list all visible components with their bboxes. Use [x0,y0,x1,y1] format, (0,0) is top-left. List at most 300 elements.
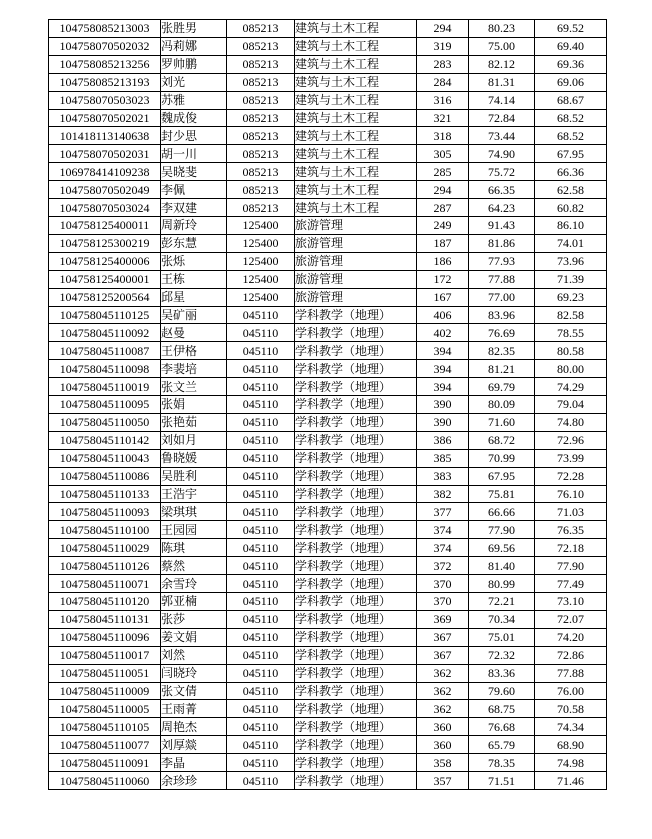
cell-name: 梁琪琪 [161,503,227,521]
cell-score3: 71.39 [535,270,607,288]
cell-score1: 285 [417,163,469,181]
table-row [49,413,607,431]
cell-score1: 249 [417,216,469,234]
cell-score2: 77.93 [469,252,535,270]
table-row [49,628,607,646]
cell-score1: 390 [417,413,469,431]
cell-score2: 79.60 [469,682,535,700]
cell-name: 王雨菁 [161,700,227,718]
cell-candidate-id: 104758045110120 [49,593,161,611]
cell-candidate-id: 104758045110105 [49,718,161,736]
cell-score2: 68.75 [469,700,535,718]
cell-score3: 71.03 [535,503,607,521]
cell-score2: 72.21 [469,593,535,611]
cell-score1: 370 [417,575,469,593]
cell-score1: 360 [417,736,469,754]
cell-major-name: 建筑与土木工程 [295,145,417,163]
cell-name: 王伊格 [161,342,227,360]
cell-candidate-id: 104758045110087 [49,342,161,360]
cell-score1: 362 [417,700,469,718]
cell-name: 周新玲 [161,216,227,234]
cell-major-code: 045110 [227,467,295,485]
cell-score1: 321 [417,109,469,127]
cell-score1: 377 [417,503,469,521]
cell-major-name: 学科教学（地理） [295,682,417,700]
cell-score3: 82.58 [535,306,607,324]
cell-major-code: 045110 [227,772,295,790]
cell-score1: 187 [417,234,469,252]
cell-score1: 394 [417,342,469,360]
table-row [49,718,607,736]
table-row [49,306,607,324]
cell-score3: 69.06 [535,73,607,91]
cell-major-code: 045110 [227,413,295,431]
cell-score1: 318 [417,127,469,145]
cell-candidate-id: 104758045110009 [49,682,161,700]
cell-major-name: 建筑与土木工程 [295,109,417,127]
cell-score1: 294 [417,20,469,38]
cell-score1: 362 [417,682,469,700]
cell-score1: 283 [417,55,469,73]
cell-score3: 74.20 [535,628,607,646]
cell-major-name: 学科教学（地理） [295,700,417,718]
cell-score1: 370 [417,593,469,611]
table-row [49,127,607,145]
cell-name: 姜文娟 [161,628,227,646]
cell-score3: 73.10 [535,593,607,611]
cell-score2: 71.60 [469,413,535,431]
cell-score2: 66.35 [469,181,535,199]
cell-score2: 73.44 [469,127,535,145]
cell-score3: 68.52 [535,109,607,127]
cell-score2: 81.40 [469,557,535,575]
cell-score3: 77.90 [535,557,607,575]
cell-score2: 70.34 [469,610,535,628]
cell-score2: 69.79 [469,378,535,396]
table-row [49,754,607,772]
cell-name: 张文兰 [161,378,227,396]
cell-score2: 76.68 [469,718,535,736]
cell-major-code: 085213 [227,55,295,73]
cell-major-name: 学科教学（地理） [295,610,417,628]
cell-score2: 75.72 [469,163,535,181]
cell-candidate-id: 104758045110077 [49,736,161,754]
cell-candidate-id: 104758045110096 [49,628,161,646]
cell-major-name: 学科教学（地理） [295,503,417,521]
cell-score1: 284 [417,73,469,91]
table-row [49,646,607,664]
table-row [49,431,607,449]
cell-candidate-id: 104758085213256 [49,55,161,73]
cell-candidate-id: 104758045110071 [49,575,161,593]
cell-score3: 74.98 [535,754,607,772]
cell-major-code: 045110 [227,575,295,593]
cell-major-name: 学科教学（地理） [295,485,417,503]
cell-score2: 83.96 [469,306,535,324]
cell-score3: 70.58 [535,700,607,718]
cell-major-code: 045110 [227,718,295,736]
cell-name: 鲁晓媛 [161,449,227,467]
cell-major-code: 125400 [227,270,295,288]
table-row [49,20,607,38]
cell-score1: 406 [417,306,469,324]
cell-major-code: 045110 [227,593,295,611]
cell-major-name: 建筑与土木工程 [295,163,417,181]
cell-score1: 357 [417,772,469,790]
cell-name: 吴胜利 [161,467,227,485]
cell-name: 刘光 [161,73,227,91]
cell-score3: 72.86 [535,646,607,664]
cell-score3: 68.67 [535,91,607,109]
cell-score2: 80.23 [469,20,535,38]
cell-score2: 91.43 [469,216,535,234]
cell-score3: 72.07 [535,610,607,628]
cell-score3: 74.01 [535,234,607,252]
table-row [49,449,607,467]
cell-score3: 74.34 [535,718,607,736]
cell-major-name: 学科教学（地理） [295,521,417,539]
table-row [49,55,607,73]
table-row [49,682,607,700]
cell-score1: 287 [417,199,469,217]
cell-score3: 69.52 [535,20,607,38]
cell-major-code: 085213 [227,163,295,181]
cell-score2: 81.31 [469,73,535,91]
table-row [49,145,607,163]
cell-major-code: 085213 [227,20,295,38]
cell-score1: 319 [417,37,469,55]
cell-name: 彭东慧 [161,234,227,252]
cell-major-code: 125400 [227,252,295,270]
cell-major-name: 建筑与土木工程 [295,127,417,145]
cell-name: 吴晓斐 [161,163,227,181]
table-row [49,163,607,181]
cell-major-code: 045110 [227,342,295,360]
cell-major-name: 学科教学（地理） [295,575,417,593]
table-row [49,37,607,55]
cell-candidate-id: 104758045110100 [49,521,161,539]
table-row [49,485,607,503]
cell-candidate-id: 104758045110093 [49,503,161,521]
cell-score3: 69.36 [535,55,607,73]
cell-score3: 79.04 [535,396,607,414]
cell-score3: 76.10 [535,485,607,503]
table-row [49,234,607,252]
cell-score3: 71.46 [535,772,607,790]
cell-name: 蔡然 [161,557,227,575]
table-row [49,521,607,539]
cell-candidate-id: 101418113140638 [49,127,161,145]
cell-score3: 77.88 [535,664,607,682]
cell-major-name: 旅游管理 [295,252,417,270]
table-row [49,378,607,396]
cell-candidate-id: 104758045110133 [49,485,161,503]
cell-major-name: 学科教学（地理） [295,754,417,772]
cell-major-code: 045110 [227,324,295,342]
score-table [48,19,607,790]
cell-major-name: 旅游管理 [295,234,417,252]
score-table-sheet [48,19,606,790]
cell-score3: 60.82 [535,199,607,217]
cell-major-name: 学科教学（地理） [295,718,417,736]
cell-major-name: 学科教学（地理） [295,664,417,682]
cell-name: 刘如月 [161,431,227,449]
cell-name: 苏雅 [161,91,227,109]
cell-score1: 394 [417,360,469,378]
cell-candidate-id: 104758070503023 [49,91,161,109]
cell-name: 罗帅鹏 [161,55,227,73]
cell-name: 张艳茹 [161,413,227,431]
table-row [49,772,607,790]
cell-candidate-id: 104758085213003 [49,20,161,38]
table-row [49,539,607,557]
cell-score1: 372 [417,557,469,575]
cell-score3: 73.99 [535,449,607,467]
cell-score2: 77.00 [469,288,535,306]
table-row [49,270,607,288]
cell-major-name: 学科教学（地理） [295,628,417,646]
cell-name: 陈琪 [161,539,227,557]
cell-score2: 72.32 [469,646,535,664]
cell-candidate-id: 104758045110091 [49,754,161,772]
table-row [49,557,607,575]
cell-major-code: 125400 [227,216,295,234]
cell-score2: 67.95 [469,467,535,485]
cell-candidate-id: 104758045110050 [49,413,161,431]
cell-major-code: 085213 [227,199,295,217]
table-row [49,396,607,414]
cell-major-name: 建筑与土木工程 [295,55,417,73]
cell-name: 王浩宇 [161,485,227,503]
cell-major-name: 建筑与土木工程 [295,73,417,91]
cell-major-name: 学科教学（地理） [295,413,417,431]
cell-score2: 77.88 [469,270,535,288]
cell-score3: 74.80 [535,413,607,431]
cell-major-code: 045110 [227,539,295,557]
cell-score2: 80.09 [469,396,535,414]
cell-name: 郭亚楠 [161,593,227,611]
cell-score1: 367 [417,628,469,646]
cell-candidate-id: 104758125300219 [49,234,161,252]
cell-score3: 74.29 [535,378,607,396]
cell-score2: 72.84 [469,109,535,127]
cell-major-name: 建筑与土木工程 [295,181,417,199]
table-row [49,288,607,306]
cell-score3: 77.49 [535,575,607,593]
cell-score2: 74.90 [469,145,535,163]
cell-candidate-id: 104758070502032 [49,37,161,55]
cell-major-name: 建筑与土木工程 [295,37,417,55]
table-row [49,91,607,109]
cell-candidate-id: 104758125400001 [49,270,161,288]
cell-score3: 69.23 [535,288,607,306]
table-row [49,700,607,718]
table-row [49,324,607,342]
cell-score2: 78.35 [469,754,535,772]
cell-score1: 382 [417,485,469,503]
cell-score1: 360 [417,718,469,736]
cell-name: 刘厚燚 [161,736,227,754]
cell-name: 周艳杰 [161,718,227,736]
cell-major-code: 085213 [227,145,295,163]
cell-major-code: 085213 [227,37,295,55]
cell-major-code: 045110 [227,664,295,682]
cell-score3: 80.00 [535,360,607,378]
cell-major-code: 045110 [227,646,295,664]
cell-major-code: 045110 [227,521,295,539]
cell-candidate-id: 104758045110126 [49,557,161,575]
cell-major-code: 085213 [227,181,295,199]
cell-name: 张烁 [161,252,227,270]
cell-major-code: 045110 [227,360,295,378]
cell-major-name: 学科教学（地理） [295,396,417,414]
table-row [49,610,607,628]
cell-major-code: 045110 [227,682,295,700]
cell-candidate-id: 104758045110029 [49,539,161,557]
cell-major-name: 学科教学（地理） [295,772,417,790]
cell-score3: 66.36 [535,163,607,181]
cell-major-code: 045110 [227,378,295,396]
cell-name: 邱星 [161,288,227,306]
cell-score1: 383 [417,467,469,485]
cell-major-code: 045110 [227,754,295,772]
cell-major-name: 学科教学（地理） [295,360,417,378]
cell-major-name: 建筑与土木工程 [295,199,417,217]
cell-candidate-id: 104758045110017 [49,646,161,664]
cell-candidate-id: 104758045110043 [49,449,161,467]
cell-major-code: 045110 [227,306,295,324]
cell-major-code: 045110 [227,610,295,628]
cell-candidate-id: 104758070502049 [49,181,161,199]
cell-score1: 367 [417,646,469,664]
cell-name: 李双建 [161,199,227,217]
table-row [49,199,607,217]
cell-name: 胡一川 [161,145,227,163]
cell-score1: 394 [417,378,469,396]
cell-major-name: 学科教学（地理） [295,306,417,324]
cell-major-name: 学科教学（地理） [295,467,417,485]
cell-candidate-id: 104758045110005 [49,700,161,718]
cell-name: 王栋 [161,270,227,288]
cell-name: 赵曼 [161,324,227,342]
cell-name: 张胜男 [161,20,227,38]
cell-score2: 70.99 [469,449,535,467]
cell-major-name: 学科教学（地理） [295,736,417,754]
cell-name: 刘然 [161,646,227,664]
cell-major-code: 085213 [227,73,295,91]
cell-candidate-id: 104758045110019 [49,378,161,396]
table-row [49,216,607,234]
cell-score1: 172 [417,270,469,288]
table-row [49,73,607,91]
cell-score2: 75.00 [469,37,535,55]
table-row [49,342,607,360]
cell-major-code: 045110 [227,700,295,718]
cell-candidate-id: 104758125200564 [49,288,161,306]
cell-name: 李佩 [161,181,227,199]
cell-candidate-id: 106978414109238 [49,163,161,181]
cell-score1: 374 [417,539,469,557]
table-row [49,467,607,485]
cell-name: 张娟 [161,396,227,414]
cell-candidate-id: 104758070503024 [49,199,161,217]
table-row [49,736,607,754]
cell-name: 吴矿丽 [161,306,227,324]
cell-score3: 67.95 [535,145,607,163]
cell-major-code: 125400 [227,288,295,306]
cell-candidate-id: 104758045110142 [49,431,161,449]
cell-major-code: 045110 [227,431,295,449]
cell-candidate-id: 104758070502031 [49,145,161,163]
cell-candidate-id: 104758045110095 [49,396,161,414]
table-row [49,360,607,378]
cell-name: 余珍珍 [161,772,227,790]
cell-candidate-id: 104758045110092 [49,324,161,342]
cell-score2: 75.01 [469,628,535,646]
table-row [49,575,607,593]
cell-major-name: 学科教学（地理） [295,449,417,467]
cell-score1: 167 [417,288,469,306]
cell-score3: 86.10 [535,216,607,234]
cell-score1: 369 [417,610,469,628]
table-row [49,503,607,521]
cell-candidate-id: 104758045110086 [49,467,161,485]
cell-major-code: 085213 [227,127,295,145]
cell-score3: 76.35 [535,521,607,539]
cell-score3: 73.96 [535,252,607,270]
cell-name: 余雪玲 [161,575,227,593]
cell-major-name: 学科教学（地理） [295,557,417,575]
cell-candidate-id: 104758045110125 [49,306,161,324]
cell-score1: 294 [417,181,469,199]
cell-name: 王园园 [161,521,227,539]
cell-score3: 72.28 [535,467,607,485]
cell-name: 李裴培 [161,360,227,378]
table-row [49,593,607,611]
cell-score2: 69.56 [469,539,535,557]
table-body [49,20,607,790]
cell-score1: 316 [417,91,469,109]
cell-major-name: 旅游管理 [295,270,417,288]
cell-candidate-id: 104758125400011 [49,216,161,234]
cell-major-code: 125400 [227,234,295,252]
cell-score2: 68.72 [469,431,535,449]
cell-major-code: 085213 [227,91,295,109]
cell-score1: 390 [417,396,469,414]
cell-major-name: 学科教学（地理） [295,324,417,342]
cell-score3: 76.00 [535,682,607,700]
cell-candidate-id: 104758045110098 [49,360,161,378]
cell-score1: 385 [417,449,469,467]
cell-score3: 62.58 [535,181,607,199]
cell-score2: 82.35 [469,342,535,360]
cell-major-code: 045110 [227,736,295,754]
cell-score2: 66.66 [469,503,535,521]
cell-major-name: 旅游管理 [295,288,417,306]
cell-major-code: 045110 [227,449,295,467]
cell-score2: 71.51 [469,772,535,790]
cell-major-code: 045110 [227,485,295,503]
cell-major-name: 建筑与土木工程 [295,20,417,38]
cell-major-code: 045110 [227,628,295,646]
cell-major-code: 045110 [227,503,295,521]
cell-candidate-id: 104758085213193 [49,73,161,91]
cell-name: 张文倩 [161,682,227,700]
cell-score1: 386 [417,431,469,449]
cell-major-name: 旅游管理 [295,216,417,234]
cell-candidate-id: 104758045110060 [49,772,161,790]
cell-major-name: 学科教学（地理） [295,378,417,396]
